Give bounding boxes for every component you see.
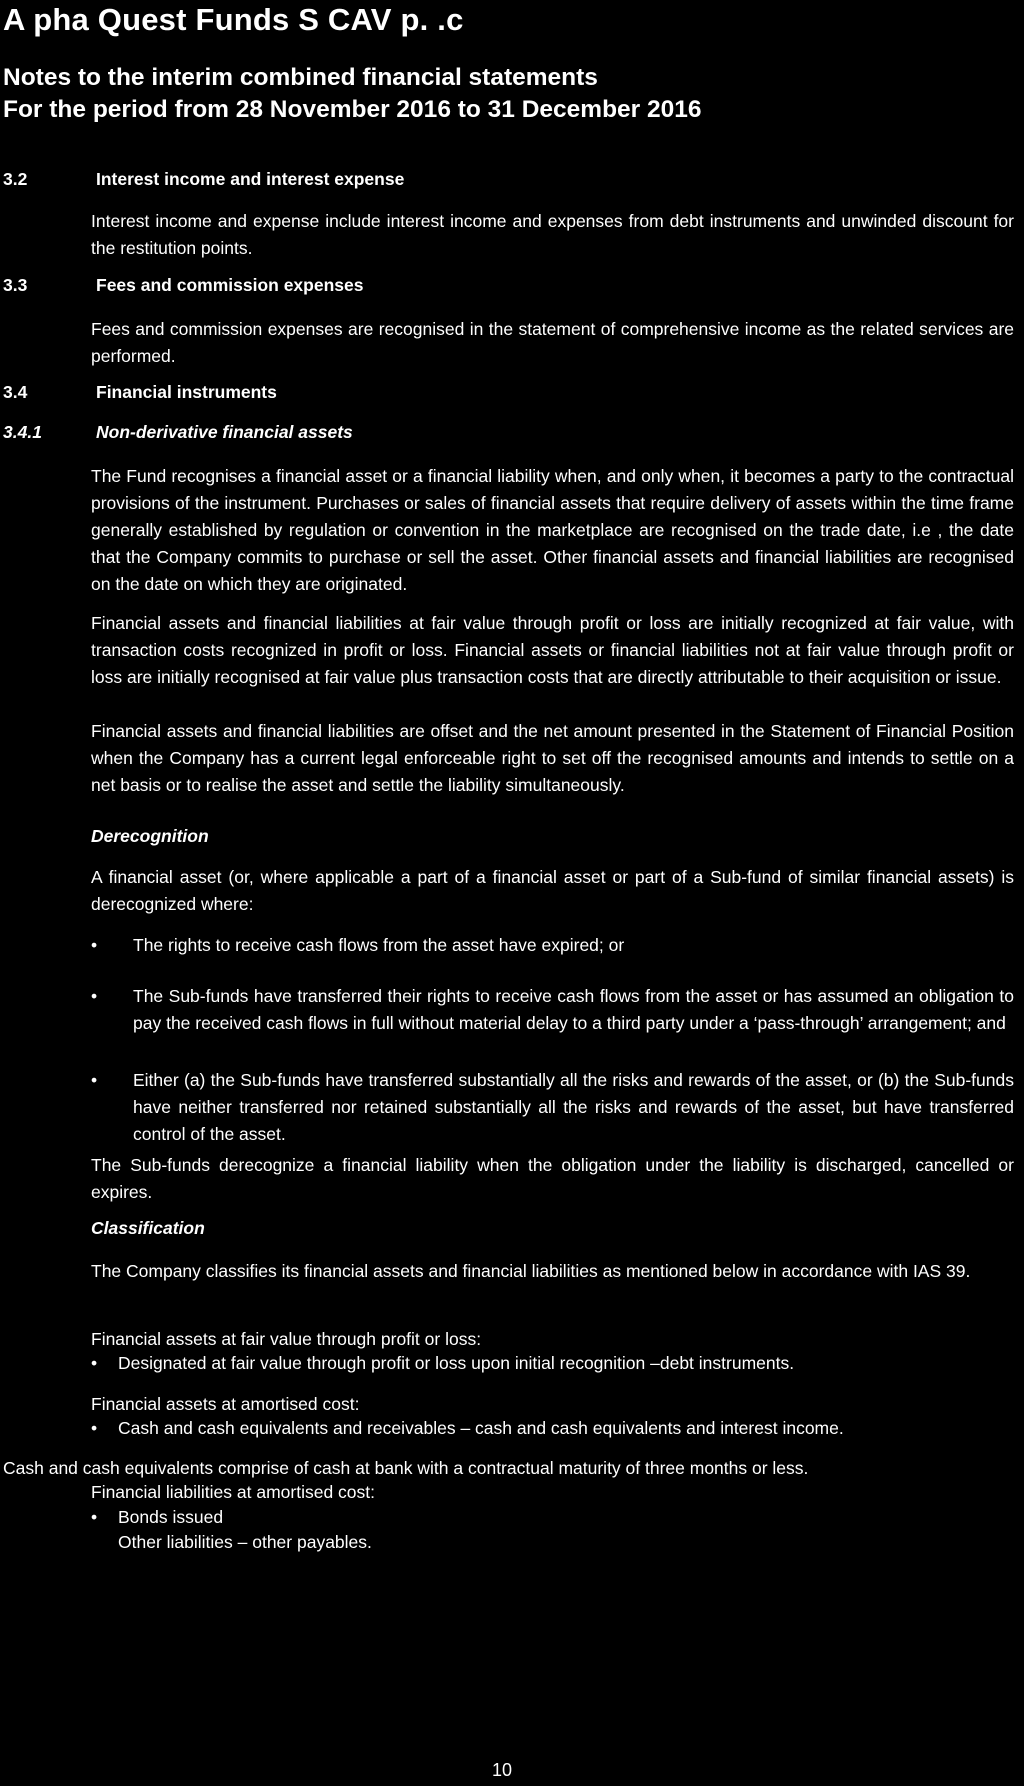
classification-intro: The Company classifies its financial assets and financial liabilities as mentioned below in accordance with IAS 39. bbox=[91, 1261, 971, 1281]
bullet-text: The rights to receive cash flows from the asset have expired; or bbox=[133, 935, 625, 955]
section-3-2-title: Interest income and interest expense bbox=[96, 169, 405, 189]
section-3-3-number: 3.3 bbox=[3, 275, 28, 295]
derecognition-bullet-2 bbox=[91, 983, 1014, 1037]
section-3-4-number: 3.4 bbox=[3, 382, 28, 402]
bullet-icon: • bbox=[91, 1353, 98, 1373]
fvtpl-label: Financial assets at fair value through profit or loss: bbox=[91, 1329, 482, 1349]
section-3-4-title: Financial instruments bbox=[96, 382, 277, 402]
other-liabilities: Other liabilities – other payables. bbox=[118, 1532, 372, 1552]
fvtpl-bullet bbox=[91, 1350, 1014, 1377]
section-3-4-1-title: Non-derivative financial assets bbox=[96, 422, 353, 442]
non-derivative-paragraph-1: The Fund recognises a financial asset or a financial liability when, and only when, it becomes a party to the contractual provisions of the instrument. Purchases or sales of financial assets that require delivery of assets within the time frame generally established by regulation or convention in the marketplace are recognised on the trade date, i.e , the date that the Company commits to purchase or sell the asset. Other financial assets and financial liabilities are recognised on the date on which they are originated. bbox=[91, 466, 1014, 594]
amortised-label: Financial assets at amortised cost: bbox=[91, 1394, 360, 1414]
bullet-icon: • bbox=[91, 935, 98, 955]
section-3-2-number: 3.2 bbox=[3, 169, 28, 189]
derecognition-heading: Derecognition bbox=[91, 826, 209, 846]
non-derivative-paragraph-2: Financial assets and financial liabilities at fair value through profit or loss are initially recognized at fair value, with transaction costs recognized in profit or loss. Financial assets or financial liabilities not at fair value through profit or loss are initially recognised at fair value plus transaction costs that are directly attributable to their acquisition or issue. bbox=[91, 613, 1014, 687]
bullet-text: Either (a) the Sub-funds have transferred substantially all the risks and rewards of the asset, or (b) the Sub-funds have neither transferred nor retained substantially all the risks and rewards of the asset, but have transferred control of the asset. bbox=[133, 1070, 1014, 1144]
bullet-icon: • bbox=[91, 1418, 98, 1438]
section-3-4-1-number: 3.4.1 bbox=[3, 422, 42, 442]
liabilities-bullet bbox=[91, 1504, 1014, 1531]
amortised-bullet bbox=[91, 1415, 1014, 1442]
cash-equivalents-note: Cash and cash equivalents comprise of cash at bank with a contractual maturity of three months or less. bbox=[3, 1458, 809, 1478]
period-subtitle: For the period from 28 November 2016 to 31 December 2016 bbox=[3, 96, 702, 123]
section-3-2-text: Interest income and expense include interest income and expenses from debt instruments and unwinded discount for the restitution points. bbox=[91, 211, 1014, 258]
section-3-3-text: Fees and commission expenses are recognised in the statement of comprehensive income as the related services are performed. bbox=[91, 319, 1014, 366]
bullet-text: Bonds issued bbox=[118, 1507, 224, 1527]
bullet-text: Designated at fair value through profit or loss upon initial recognition –debt instruments. bbox=[118, 1353, 795, 1373]
page-number: 10 bbox=[492, 1760, 513, 1780]
section-3-3-title: Fees and commission expenses bbox=[96, 275, 364, 295]
derecognition-bullet-1 bbox=[91, 932, 1014, 959]
non-derivative-paragraph-3: Financial assets and financial liabilities are offset and the net amount presented in the Statement of Financial Position when the Company has a current legal enforceable right to set off the recognised amounts and intends to settle on a net basis or to realise the asset and settle the liability simultaneously. bbox=[91, 721, 1014, 795]
bullet-text: The Sub-funds have transferred their rights to receive cash flows from the asset or has assumed an obligation to pay the received cash flows in full without material delay to a third party under a ‘pass-through’ arrangement; and bbox=[133, 986, 1014, 1033]
classification-heading: Classification bbox=[91, 1218, 205, 1238]
fund-name-heading: A pha Quest Funds S CAV p. .c bbox=[3, 2, 464, 37]
derecognition-bullet-3 bbox=[91, 1067, 1014, 1148]
derecognition-intro: A financial asset (or, where applicable a part of a financial asset or part of a Sub-fund of similar financial assets) is derecognized where: bbox=[91, 867, 1014, 914]
bullet-icon: • bbox=[91, 1507, 98, 1527]
bullet-icon: • bbox=[91, 1070, 98, 1090]
liabilities-label: Financial liabilities at amortised cost: bbox=[91, 1482, 376, 1502]
bullet-text: Cash and cash equivalents and receivables – cash and cash equivalents and interest income. bbox=[118, 1418, 844, 1438]
derecognition-closing: The Sub-funds derecognize a financial liability when the obligation under the liability is discharged, cancelled or expires. bbox=[91, 1155, 1014, 1202]
document-title: Notes to the interim combined financial statements bbox=[3, 64, 598, 91]
bullet-icon: • bbox=[91, 986, 98, 1006]
